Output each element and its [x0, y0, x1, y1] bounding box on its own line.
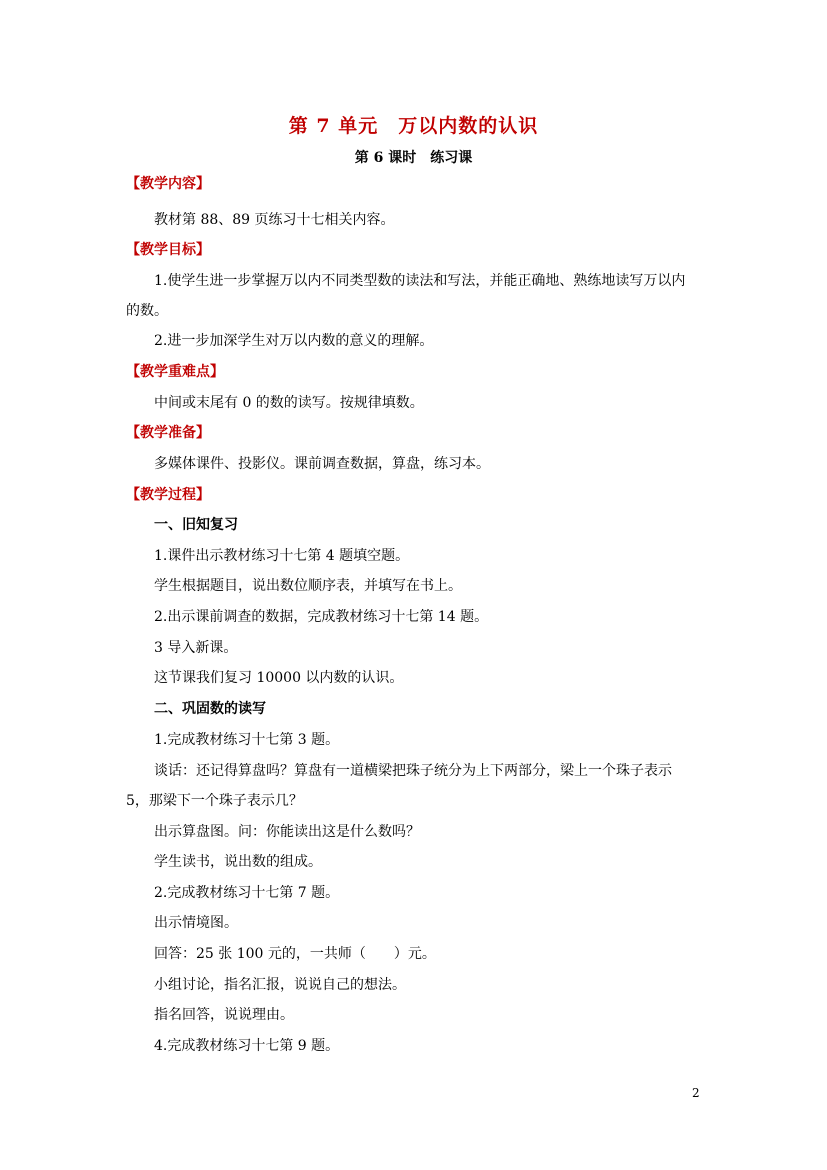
section-heading-preparation: 【教学准备】 — [126, 425, 210, 441]
paragraph: 3 导入新课。 — [154, 640, 238, 656]
paragraph: 谈话：还记得算盘吗？算盘有一道横梁把珠子统分为上下两部分，梁上一个珠子表示 — [154, 763, 672, 779]
paragraph: 指名回答，说说理由。 — [154, 1007, 294, 1023]
section-heading-key-points: 【教学重难点】 — [126, 364, 224, 380]
paragraph: 2.进一步加深学生对万以内数的意义的理解。 — [154, 333, 434, 349]
unit-title: 第 7 单元 万以内数的认识 — [288, 115, 539, 137]
paragraph: 5，那梁下一个珠子表示几？ — [126, 793, 303, 809]
paragraph: 1.完成教材练习十七第 3 题。 — [154, 732, 340, 748]
paragraph: 出示算盘图。问：你能读出这是什么数吗？ — [154, 824, 420, 840]
paragraph: 多媒体课件、投影仪。课前调查数据，算盘，练习本。 — [154, 456, 490, 472]
section-heading-content: 【教学内容】 — [126, 176, 210, 192]
paragraph: 1.课件出示教材练习十七第 4 题填空题。 — [154, 548, 410, 564]
paragraph: 1.使学生进一步掌握万以内不同类型数的读法和写法，并能正确地、熟练地读写万以内 — [154, 273, 686, 289]
paragraph: 4.完成教材练习十七第 9 题。 — [154, 1038, 340, 1054]
page-number: 2 — [692, 1086, 700, 1100]
subheading-consolidate: 二、巩固数的读写 — [154, 701, 266, 717]
subheading-review: 一、旧知复习 — [154, 517, 238, 533]
section-heading-goals: 【教学目标】 — [126, 242, 210, 258]
paragraph: 出示情境图。 — [154, 915, 238, 931]
lesson-subtitle: 第 6 课时 练习课 — [354, 150, 473, 166]
paragraph: 2.完成教材练习十七第 7 题。 — [154, 885, 340, 901]
paragraph: 学生读书，说出数的组成。 — [154, 854, 322, 870]
paragraph: 的数。 — [126, 303, 168, 319]
section-heading-process: 【教学过程】 — [126, 487, 210, 503]
paragraph: 这节课我们复习 10000 以内数的认识。 — [154, 670, 404, 686]
paragraph: 教材第 88、89 页练习十七相关内容。 — [154, 212, 395, 228]
paragraph: 小组讨论，指名汇报，说说自己的想法。 — [154, 977, 406, 993]
paragraph: 2.出示课前调查的数据，完成教材练习十七第 14 题。 — [154, 609, 489, 625]
paragraph: 回答：25 张 100 元的，一共师（ ）元。 — [154, 946, 436, 962]
paragraph: 中间或末尾有 0 的数的读写。按规律填数。 — [154, 395, 424, 411]
paragraph: 学生根据题目，说出数位顺序表，并填写在书上。 — [154, 578, 462, 594]
